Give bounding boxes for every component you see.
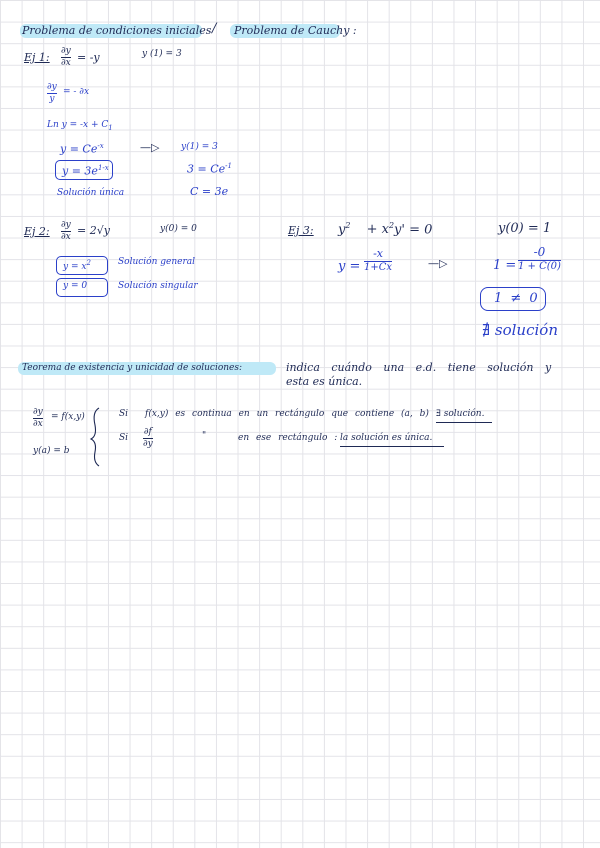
theorem-lhs-den: ∂x [33,419,43,430]
ej2-cond: y(0) = 0 [160,224,197,234]
ej3-eq-exp2: 2 [388,221,395,230]
ej1-sep-den: y [49,94,55,105]
ej3-y-lhs: y = [338,259,361,274]
ej1-ln-sub: 1 [108,123,113,132]
theorem-res-1-underline [436,422,492,423]
ej1-unique: Solución única [57,188,125,198]
theorem-cond2-num: ∂f [143,427,152,437]
theorem-cond-1: f(x,y) es continua en un rectángulo que contiene (a, b) : [145,409,439,419]
ej3-eq-mid: + x [366,222,389,238]
ej2-eq-den: ∂x [61,232,71,243]
theorem-ic: y(a) = b [33,446,70,456]
theorem-title: Teorema de existencia y unicidad de soluciones: [22,363,243,373]
ej1-eq-rhs: = -y [77,51,100,64]
ej1-cond2: y(1) = 3 [181,142,218,152]
ej3-eq-y: y [338,222,346,238]
theorem-ditto: " [202,431,207,441]
ej2-sol1-exp: 2 [86,259,91,267]
ej2-sol1-text: y = x [63,262,87,272]
theorem-lhs-rhs: = f(x,y) [51,412,85,422]
ej1-c-val: C = 3e [190,185,229,198]
theorem-desc-1: indica cuándo una e.d. tiene solución y [286,361,552,374]
ej1-eq2-text: 3 = Ce [187,162,226,176]
ej3-one-num: -0 [533,245,546,259]
ej1-sol-exp: 1-x [97,164,109,172]
ej1-gen-y: y = Ce [60,142,98,156]
ej3-cond: y(0) = 1 [498,221,552,236]
ej2-eq-rhs: = 2√y [77,224,110,237]
ej1-gen-exp: -x [97,142,104,150]
ej3-neq: 1 ≠ 0 [494,291,540,306]
ej1-cond: y (1) = 3 [142,49,182,59]
ej1-eq-num: ∂y [61,46,71,56]
ej3-one-lhs: 1 = [493,258,517,273]
ej3-y-num: -x [373,247,383,260]
ej2-label: Ej 2: [24,225,50,238]
theorem-si-1: Si [119,409,129,419]
ej1-sep-num: ∂y [47,82,57,92]
ej3-arrow: —▷ [428,257,448,270]
theorem-res-2-underline [340,446,444,447]
theorem-desc-2: esta es única. [286,375,363,388]
title-slash: / [212,21,217,36]
theorem-cond2-frac [143,428,153,450]
ej1-eq2-exp: -1 [225,162,232,170]
title-part1: Problema de condiciones iniciales [22,24,212,37]
theorem-res-1: ∃ solución. [436,409,485,419]
ej2-sol2-label: Solución singular [118,281,198,291]
ej3-label: Ej 3: [288,224,314,237]
ej3-eq-end: y' = 0 [394,222,433,238]
ej1-sep-rhs: = - ∂x [63,87,90,97]
theorem-lhs-num: ∂y [33,407,43,417]
ej2-sol2: y = 0 [63,281,88,291]
theorem-res-2: la solución es única. [340,433,433,443]
theorem-cond2-den: ∂y [143,439,153,450]
ej2-sol1-label: Solución general [118,257,196,267]
theorem-cond-2: en ese rectángulo : [238,433,338,443]
title-part2: Problema de Cauchy : [234,24,357,37]
ej3-eq-exp1: 2 [345,221,351,230]
ej3-one-den: 1 + C(0) [518,260,561,272]
ej1-ln-text: Ln y = -x + C [47,120,109,130]
ej3-y-den: 1+Cx [364,261,393,273]
theorem-si-2: Si [119,433,129,443]
ej1-eq-den: ∂x [61,58,71,69]
ej1-label: Ej 1: [24,51,50,64]
ej1-arrow: —▷ [140,141,160,154]
ej3-nosol: ∄ solución [482,321,558,339]
ej2-eq-num: ∂y [61,220,71,230]
ej1-sol-text: y = 3e [62,164,98,178]
